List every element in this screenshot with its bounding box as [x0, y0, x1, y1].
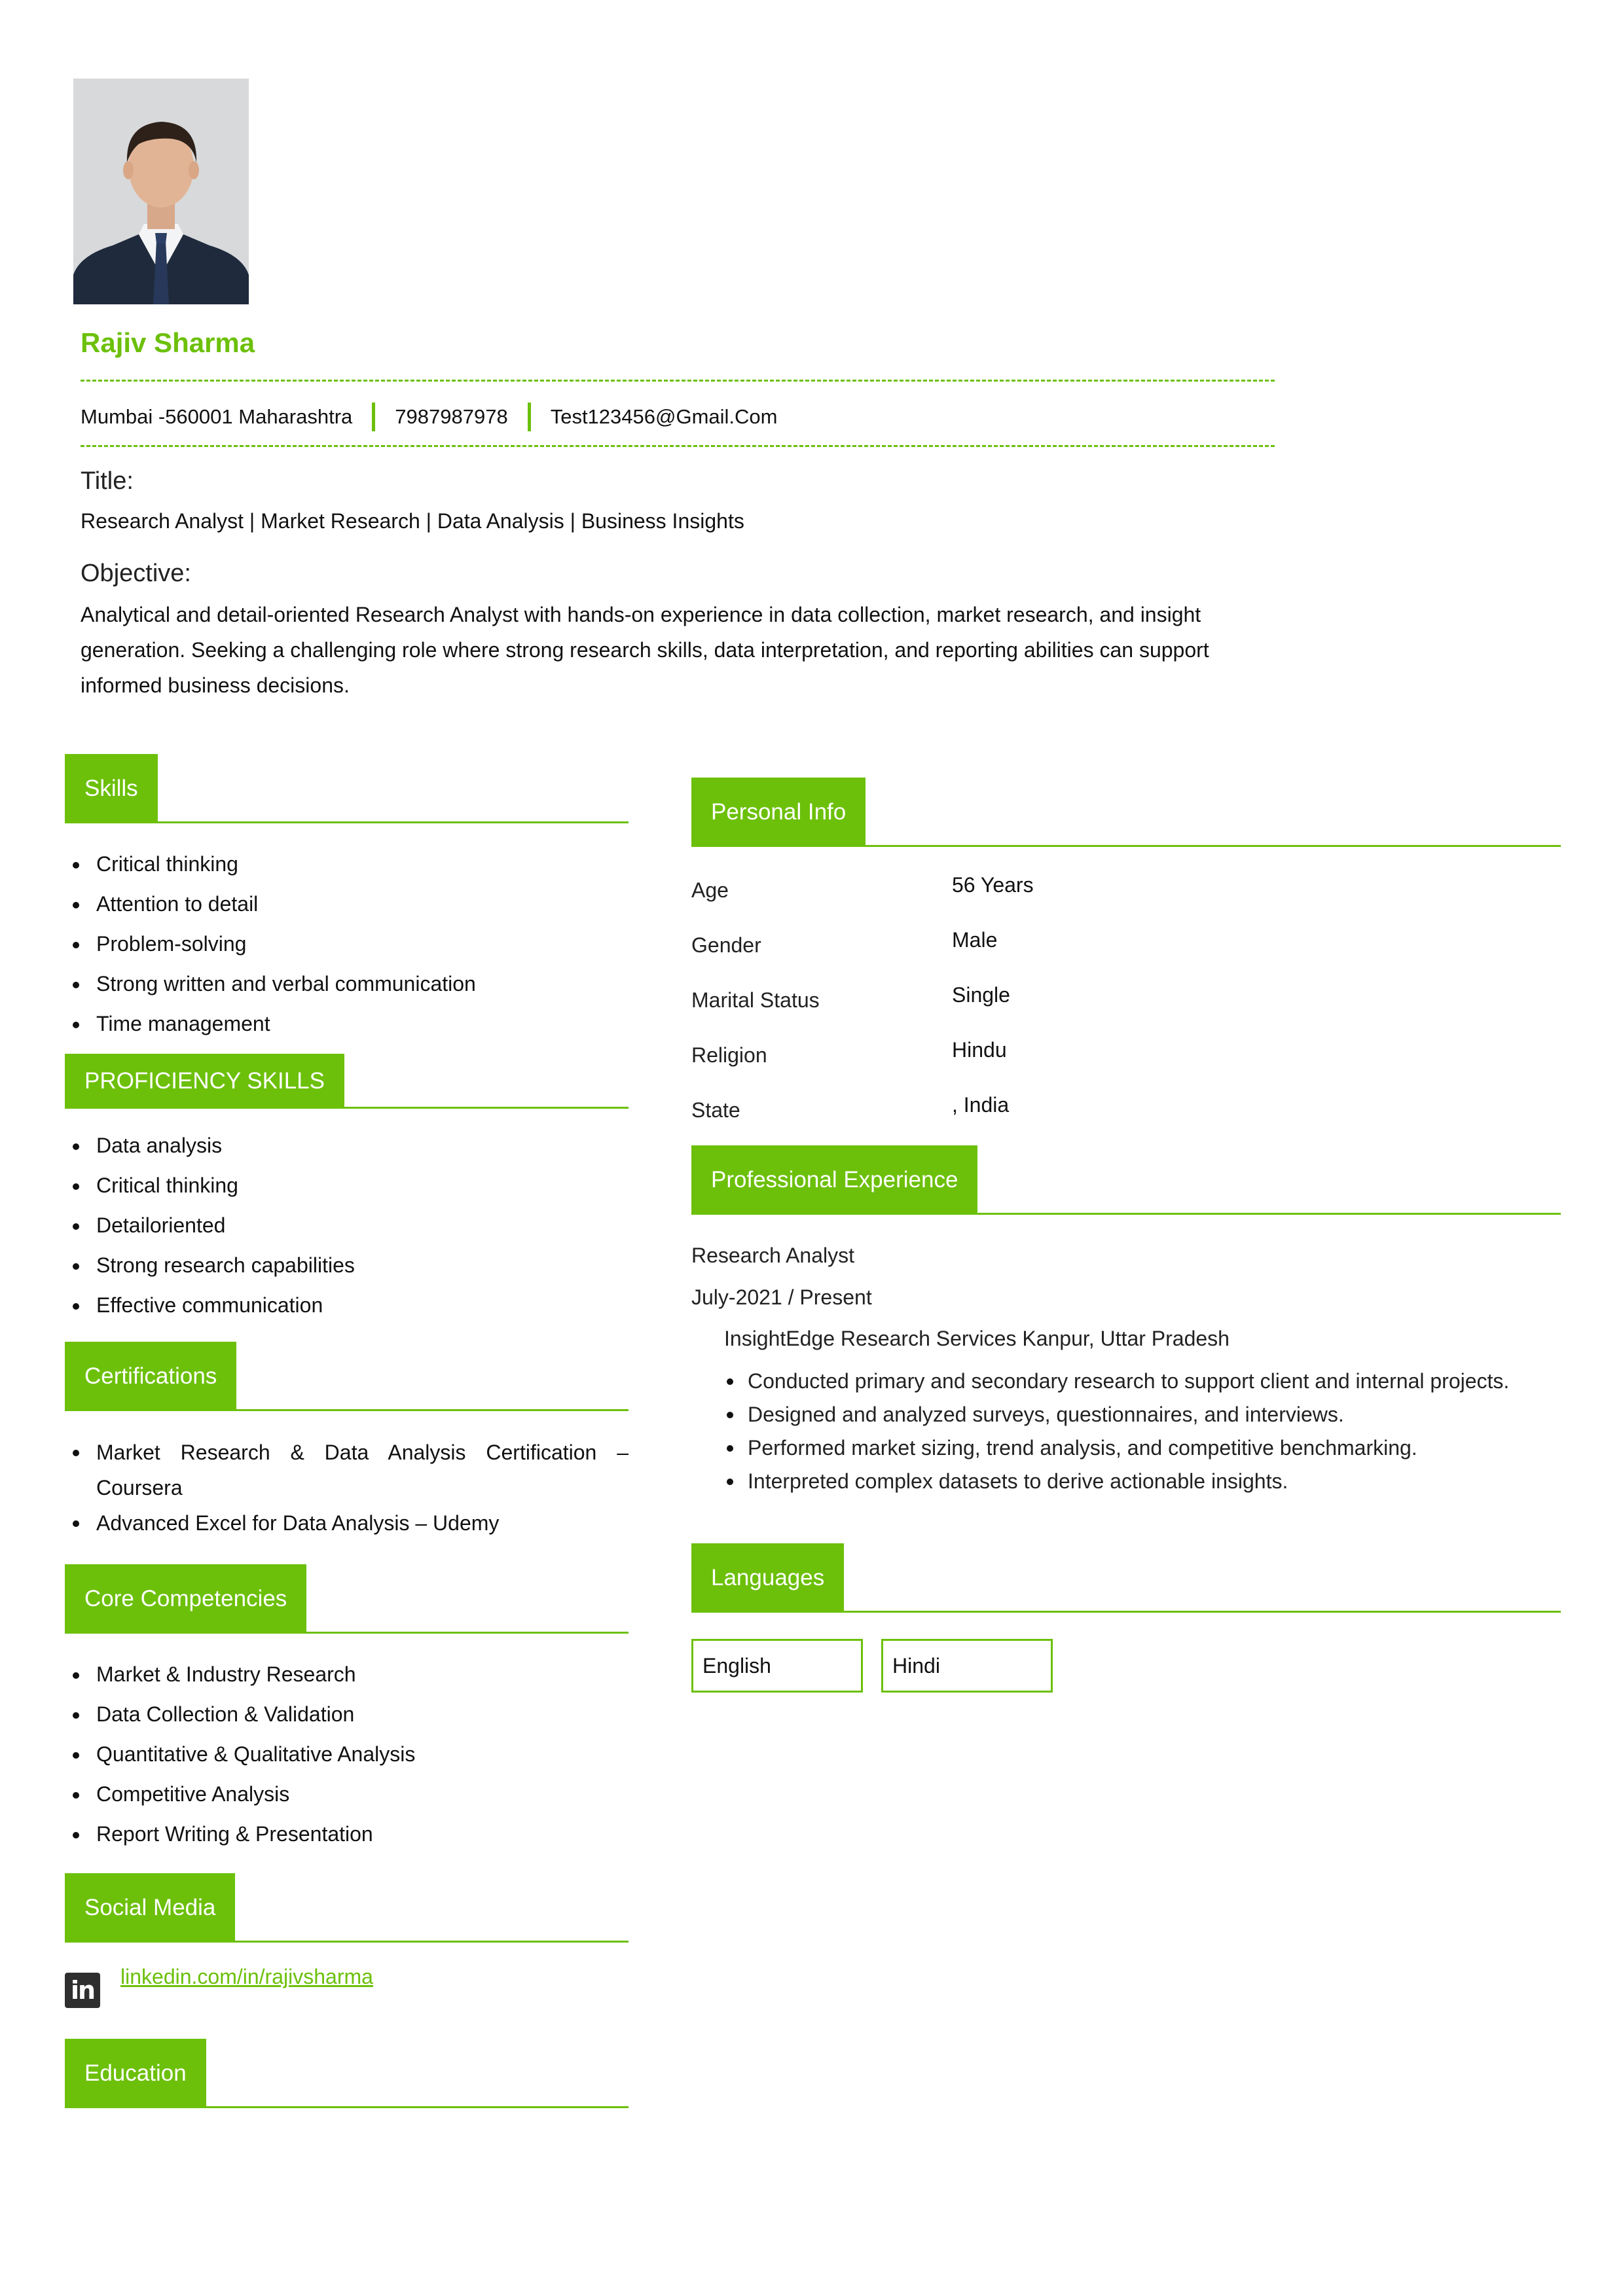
section-rule — [65, 821, 629, 823]
list-item: Critical thinking — [65, 1166, 355, 1206]
contact-separator — [372, 403, 375, 431]
job-role: Research Analyst — [691, 1244, 855, 1267]
proficiency-heading: PROFICIENCY SKILLS — [65, 1054, 344, 1109]
social-heading: Social Media — [65, 1873, 235, 1943]
section-rule — [691, 845, 1561, 847]
list-item: Quantitative & Qualitative Analysis — [65, 1734, 415, 1774]
list-item: Strong research capabilities — [65, 1246, 355, 1285]
list-item: Market & Industry Research — [65, 1655, 415, 1695]
experience-header — [691, 1145, 1561, 1215]
header-divider-top — [81, 380, 1275, 382]
info-value: Male — [952, 928, 998, 952]
skills-heading: Skills — [65, 754, 158, 823]
languages-heading: Languages — [691, 1543, 844, 1613]
list-item: Detailoriented — [65, 1206, 355, 1246]
language-chip: English — [691, 1639, 863, 1693]
list-item: Problem-solving — [65, 924, 476, 964]
education-heading: Education — [65, 2039, 206, 2108]
skills-header — [65, 754, 629, 823]
section-rule — [65, 1941, 629, 1943]
proficiency-list — [65, 1126, 355, 1325]
info-value: Hindu — [952, 1038, 1007, 1062]
section-rule — [65, 1632, 629, 1634]
info-label: State — [691, 1098, 740, 1122]
email: Test123456@Gmail.Com — [550, 405, 778, 428]
section-rule — [65, 1409, 629, 1411]
list-item: Data analysis — [65, 1126, 355, 1166]
job-period: July-2021 / Present — [691, 1285, 872, 1309]
info-row-gender — [691, 928, 1346, 967]
section-rule — [691, 1213, 1561, 1215]
info-label: Gender — [691, 933, 761, 957]
proficiency-header — [65, 1054, 629, 1109]
languages-header — [691, 1543, 1561, 1613]
list-item: Advanced Excel for Data Analysis – Udemy — [65, 1505, 629, 1541]
address: Mumbai -560001 Maharashtra — [81, 405, 353, 428]
person-illustration — [73, 79, 249, 304]
linkedin-icon: in — [65, 1973, 100, 2008]
list-item: Strong written and verbal communication — [65, 964, 476, 1004]
competencies-header — [65, 1564, 629, 1634]
title-value: Research Analyst | Market Research | Data Analysis | Business Insights — [81, 509, 744, 533]
education-header — [65, 2039, 629, 2108]
contact-bar — [81, 401, 778, 433]
certifications-header — [65, 1342, 629, 1411]
experience-heading: Professional Experience — [691, 1145, 977, 1215]
info-row-state — [691, 1093, 1346, 1132]
info-label: Religion — [691, 1043, 767, 1067]
linkedin-link[interactable]: linkedin.com/in/rajivsharma — [120, 1965, 373, 1988]
contact-separator — [528, 403, 531, 431]
section-rule — [65, 2106, 629, 2108]
info-value: Single — [952, 983, 1010, 1007]
phone: 7987987978 — [395, 405, 508, 428]
certifications-list — [65, 1435, 629, 1541]
competencies-heading: Core Competencies — [65, 1564, 306, 1634]
info-label: Age — [691, 878, 729, 902]
profile-photo — [73, 79, 249, 304]
title-label: Title: — [81, 467, 134, 495]
list-item: Designed and analyzed surveys, questionnaires, and interviews. — [718, 1398, 1561, 1431]
list-item: Performed market sizing, trend analysis, and competitive benchmarking. — [718, 1431, 1561, 1465]
social-header — [65, 1873, 629, 1943]
info-value: 56 Years — [952, 873, 1034, 897]
section-rule — [65, 1107, 629, 1109]
competencies-list — [65, 1655, 415, 1854]
list-item: Attention to detail — [65, 884, 476, 924]
objective-label: Objective: — [81, 560, 191, 587]
list-item: Interpreted complex datasets to derive actionable insights. — [718, 1465, 1561, 1498]
list-item: Data Collection & Validation — [65, 1695, 415, 1734]
experience-bullets — [718, 1365, 1561, 1498]
section-rule — [691, 1611, 1561, 1613]
skills-list — [65, 844, 476, 1044]
list-item: Market Research & Data Analysis Certification – Coursera — [65, 1435, 629, 1505]
certifications-heading: Certifications — [65, 1342, 236, 1411]
list-item: Effective communication — [65, 1285, 355, 1325]
list-item: Report Writing & Presentation — [65, 1814, 415, 1854]
objective-text: Analytical and detail-oriented Research Analyst with hands-on experience in data collection, market research, and insight generation. Seeking a challenging role where strong research skills, data interpretation, and reporting abilities can support informed business decisions. — [81, 603, 1209, 697]
personal-info-heading: Personal Info — [691, 778, 866, 847]
header-divider-bottom — [81, 445, 1275, 447]
info-row-marital-status — [691, 983, 1346, 1022]
list-item: Time management — [65, 1004, 476, 1044]
info-label: Marital Status — [691, 988, 820, 1012]
personal-info-header — [691, 778, 1561, 847]
list-item: Conducted primary and secondary research to support client and internal projects. — [718, 1365, 1561, 1398]
list-item: Critical thinking — [65, 844, 476, 884]
job-company: InsightEdge Research Services Kanpur, Uttar Pradesh — [724, 1327, 1230, 1350]
candidate-name: Rajiv Sharma — [81, 327, 255, 358]
list-item: Competitive Analysis — [65, 1774, 415, 1814]
info-row-religion — [691, 1038, 1346, 1077]
info-row-age — [691, 873, 1346, 912]
language-chip: Hindi — [881, 1639, 1053, 1693]
info-value: , India — [952, 1093, 1010, 1117]
